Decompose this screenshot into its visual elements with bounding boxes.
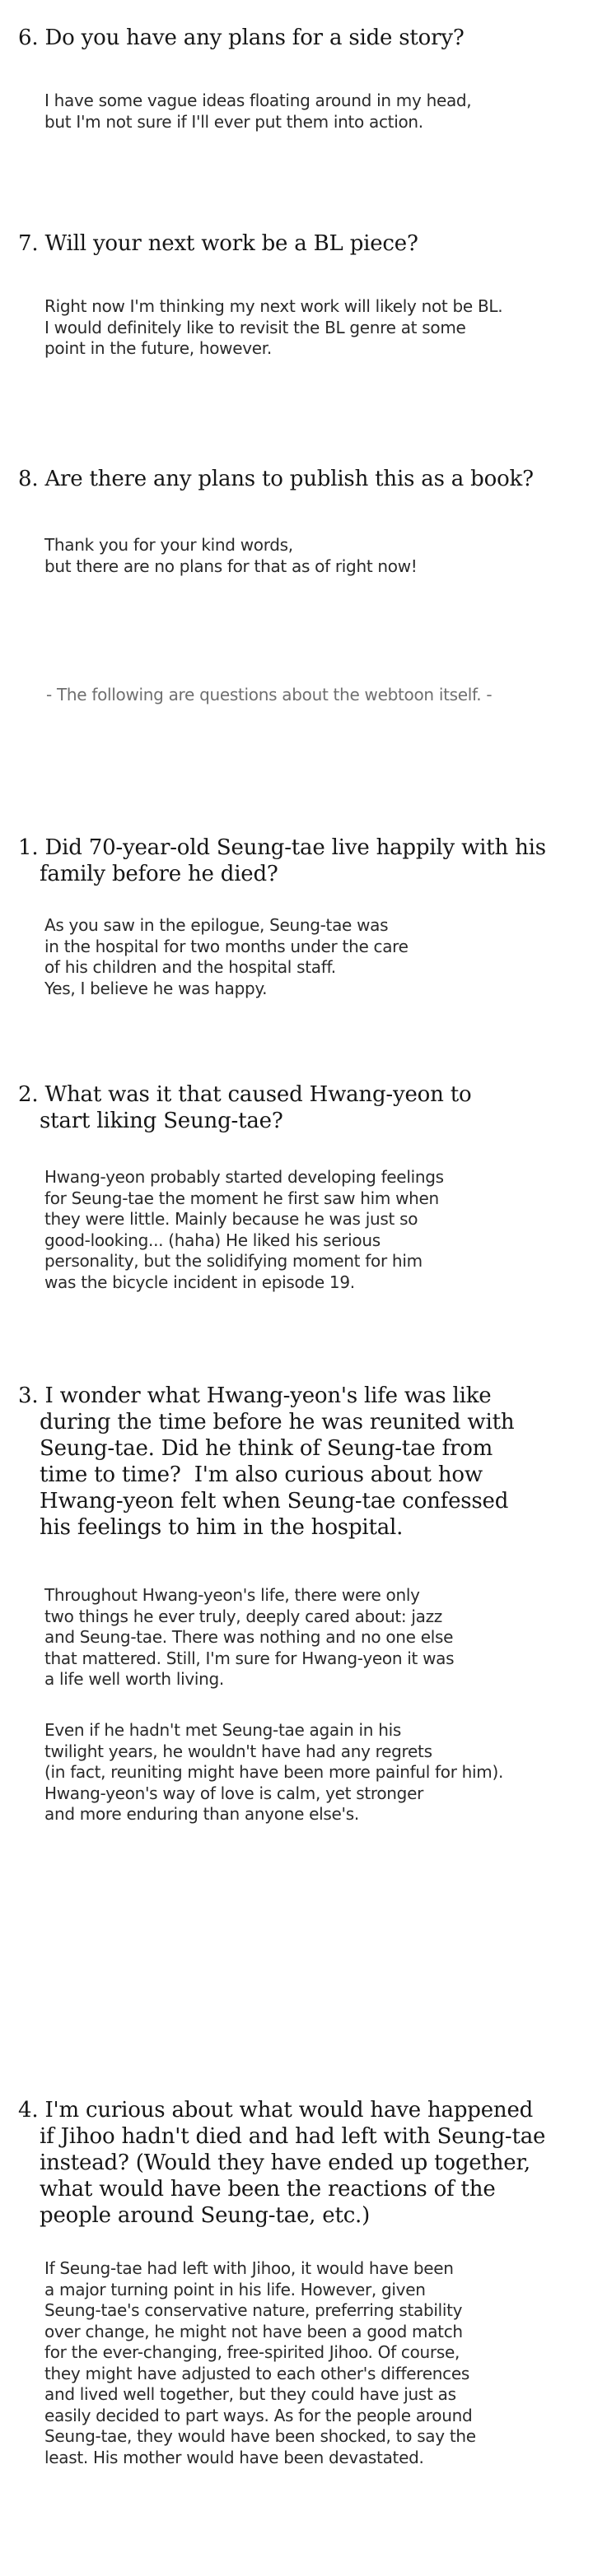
answer-line: that mattered. Still, I'm sure for Hwang-yeon it was — [44, 1648, 455, 1668]
answer-line: for Seung-tae the moment he first saw him when — [44, 1188, 439, 1208]
answer-line: Even if he hadn't met Seung-tae again in his — [44, 1720, 401, 1740]
answer-line: good-looking... (haha) He liked his serious — [44, 1230, 381, 1250]
answer-line: but I'm not sure if I'll ever put them into action. — [44, 111, 423, 132]
answer-line: and Seung-tae. There was nothing and no one else — [44, 1627, 454, 1647]
answer-line: Seung-tae, they would have been shocked, to say the — [44, 2426, 476, 2446]
answer-line: I would definitely like to revisit the BL genre at some — [44, 317, 466, 337]
answer-line: personality, but the solidifying moment for him — [44, 1251, 423, 1271]
question-line: 2. What was it that caused Hwang-yeon to — [18, 1082, 472, 1107]
answer-line: Hwang-yeon's way of love is calm, yet stronger — [44, 1783, 424, 1803]
question-line: 4. I'm curious about what would have happened — [18, 2098, 534, 2123]
question-line: his feelings to him in the hospital. — [40, 1515, 404, 1540]
answer-line: Yes, I believe he was happy. — [44, 978, 268, 998]
answer-line: but there are no plans for that as of right now! — [44, 556, 418, 576]
answer-line: Hwang-yeon probably started developing feelings — [44, 1167, 444, 1187]
answer-text — [44, 1167, 572, 1293]
question-line: instead? (Would they have ended up together, — [40, 2151, 530, 2175]
answer-line: they might have adjusted to each other's differences — [44, 2363, 469, 2383]
question-line: 8. Are there any plans to publish this as a book? — [18, 467, 534, 491]
answer-line: (in fact, reuniting might have been more painful for him). — [44, 1762, 504, 1782]
question-line: Hwang-yeon felt when Seung-tae confessed — [40, 1489, 509, 1514]
question-line: 6. Do you have any plans for a side story? — [18, 26, 465, 50]
question-line: 3. I wonder what Hwang-yeon's life was like — [18, 1383, 492, 1408]
question-heading — [18, 1081, 562, 1134]
answer-text — [44, 1720, 572, 1825]
answer-text — [44, 2258, 572, 2468]
question-line: during the time before he was reunited with — [40, 1410, 515, 1434]
answer-text — [44, 535, 572, 577]
answer-line: of his children and the hospital staff. — [44, 957, 336, 977]
answer-line: for the ever-changing, free-spirited Jihoo. Of course, — [44, 2342, 460, 2362]
answer-line: Thank you for your kind words, — [44, 535, 293, 555]
answer-text — [44, 915, 572, 999]
question-heading — [18, 25, 562, 51]
question-line: 1. Did 70-year-old Seung-tae live happily with his — [18, 835, 546, 860]
answer-line: easily decided to part ways. As for the people around — [44, 2405, 473, 2425]
question-line: Seung-tae. Did he think of Seung-tae from — [40, 1436, 493, 1461]
answer-line: over change, he might not have been a good match — [44, 2321, 463, 2341]
answer-line: a life well worth living. — [44, 1669, 224, 1689]
question-line: 7. Will your next work be a BL piece? — [18, 231, 418, 256]
question-line: start liking Seung-tae? — [40, 1109, 283, 1133]
question-line: time to time? I'm also curious about how — [40, 1462, 483, 1487]
question-line: what would have been the reactions of the — [40, 2177, 496, 2202]
question-line: if Jihoo hadn't died and had left with Seung-tae — [40, 2124, 546, 2149]
answer-line: was the bicycle incident in episode 19. — [44, 1272, 355, 1292]
question-line: people around Seung-tae, etc.) — [40, 2203, 371, 2228]
answer-line: Seung-tae's conservative nature, preferring stability — [44, 2300, 463, 2320]
answer-line: Right now I'm thinking my next work will likely not be BL. — [44, 296, 503, 316]
question-heading — [18, 2097, 562, 2229]
section-divider: - The following are questions about the webtoon itself. - — [46, 685, 493, 704]
answer-line: point in the future, however. — [44, 338, 272, 358]
answer-line: they were little. Mainly because he was just so — [44, 1209, 418, 1229]
answer-text — [44, 1585, 572, 1690]
answer-line: twilight years, he wouldn't have had any regrets — [44, 1741, 432, 1761]
answer-line: a major turning point in his life. However, given — [44, 2279, 426, 2299]
answer-text — [44, 296, 572, 360]
question-heading — [18, 466, 562, 492]
answer-line: Throughout Hwang-yeon's life, there were only — [44, 1585, 420, 1605]
answer-text — [44, 91, 572, 133]
question-heading — [18, 230, 562, 257]
answer-line: in the hospital for two months under the care — [44, 936, 409, 956]
answer-line: I have some vague ideas floating around in my head, — [44, 91, 472, 110]
answer-line: and more enduring than anyone else's. — [44, 1804, 359, 1824]
answer-line: two things he ever truly, deeply cared about: jazz — [44, 1606, 442, 1626]
answer-line: As you saw in the epilogue, Seung-tae was — [44, 915, 389, 935]
question-heading — [18, 1383, 562, 1541]
question-line: family before he died? — [40, 862, 278, 886]
answer-line: If Seung-tae had left with Jihoo, it would have been — [44, 2258, 454, 2278]
answer-line: least. His mother would have been devastated. — [44, 2447, 424, 2467]
answer-line: and lived well together, but they could have just as — [44, 2384, 456, 2404]
question-heading — [18, 835, 562, 887]
